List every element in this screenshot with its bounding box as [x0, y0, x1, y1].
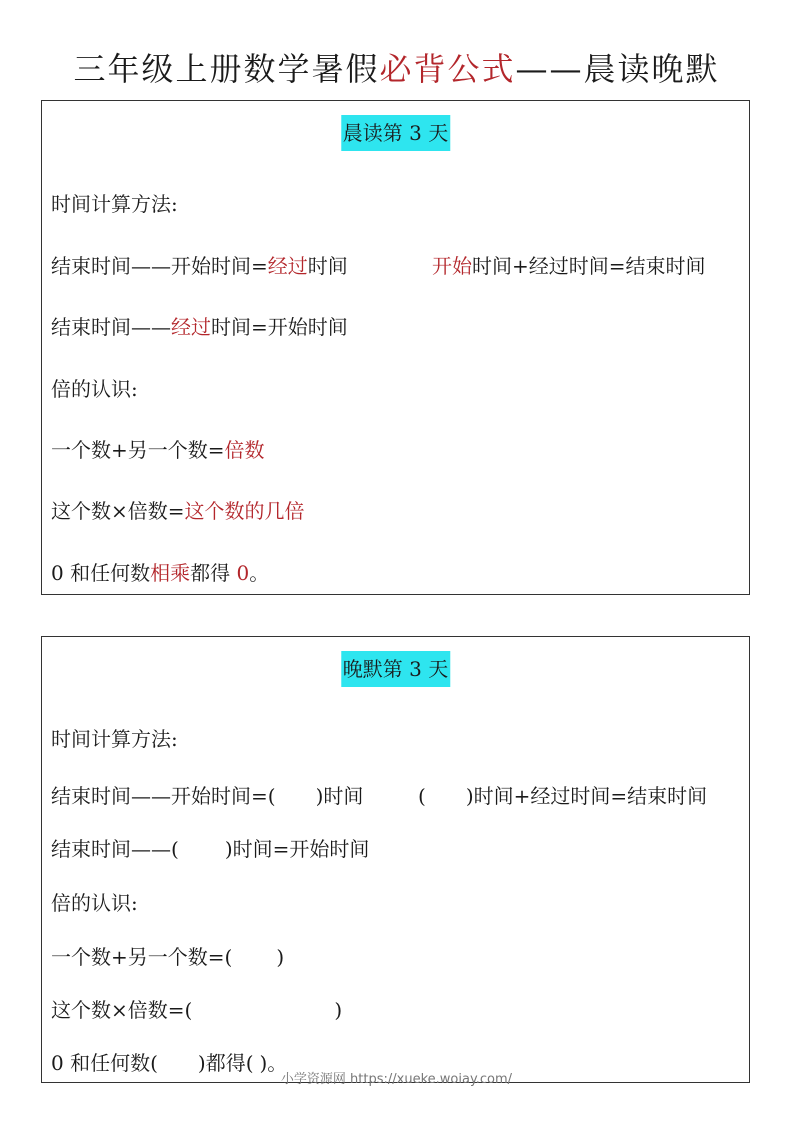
formula-text: 时间=开始时间: [211, 315, 348, 339]
evening-heading: 晚默第 3 天: [341, 651, 450, 687]
morning-formula-2: [432, 251, 706, 281]
formula-text: 0 和任何数: [51, 561, 151, 585]
formula-text: 0 和任何数(: [51, 1051, 158, 1075]
evening-section-multiple-title: 倍的认识:: [51, 891, 138, 915]
formula-text: 时间: [307, 254, 348, 278]
formula-text: 这个数×倍数=(: [51, 998, 193, 1022]
morning-reading-box: [41, 100, 750, 595]
formula-text: 时间+经过时间=结束时间: [472, 254, 706, 278]
formula-highlight: 0: [236, 561, 250, 585]
formula-highlight: 这个数的几倍: [184, 499, 305, 523]
watermark-text: 小学资源网 https://xueke.woiay.com/: [280, 1072, 513, 1087]
page-title: [0, 44, 793, 94]
formula-text: ): [276, 945, 285, 969]
evening-formula-4: [51, 942, 284, 972]
formula-text: (: [418, 784, 426, 808]
formula-text: 结束时间——开始时间=(: [51, 784, 276, 808]
evening-formula-1: [51, 781, 363, 811]
evening-recitation-box: [41, 636, 750, 1083]
morning-formula-6: [51, 558, 269, 588]
formula-text: 。: [249, 561, 270, 585]
evening-formula-5: [51, 995, 342, 1025]
formula-text: 一个数+另一个数=(: [51, 945, 233, 969]
evening-formula-2: [418, 781, 707, 811]
evening-section-time-title: 时间计算方法:: [51, 727, 178, 751]
formula-text: )。: [259, 1051, 288, 1075]
morning-formula-4: [51, 435, 265, 465]
title-part-suffix: ——晨读晚默: [515, 50, 720, 88]
formula-highlight: 相乘: [150, 561, 191, 585]
morning-formula-3: [51, 312, 348, 342]
formula-text: )时间=开始时间: [224, 837, 370, 861]
formula-text: 结束时间——: [51, 315, 171, 339]
title-part-red: 必背公式: [379, 50, 516, 88]
formula-highlight: 经过: [267, 254, 308, 278]
morning-formula-5: [51, 496, 305, 526]
morning-heading: 晨读第 3 天: [341, 115, 450, 151]
formula-text: 结束时间——开始时间=: [51, 254, 268, 278]
formula-text: )时间+经过时间=结束时间: [465, 784, 708, 808]
formula-highlight: 经过: [171, 315, 211, 339]
formula-highlight: 倍数: [224, 438, 265, 462]
formula-text: )时间: [315, 784, 364, 808]
formula-highlight: 开始: [432, 254, 472, 278]
evening-formula-3: [51, 834, 369, 864]
formula-text: 都得: [190, 561, 237, 585]
morning-section-multiple-title: 倍的认识:: [51, 377, 138, 401]
formula-text: 结束时间——(: [51, 837, 179, 861]
morning-section-time-title: 时间计算方法:: [51, 192, 178, 216]
formula-text: 这个数×倍数=: [51, 499, 185, 523]
formula-text: 一个数+另一个数=: [51, 438, 225, 462]
formula-text: )都得(: [197, 1051, 254, 1075]
morning-formula-1: [51, 251, 348, 281]
title-part-black: 三年级上册数学暑假: [73, 50, 380, 88]
formula-text: ): [334, 998, 343, 1022]
